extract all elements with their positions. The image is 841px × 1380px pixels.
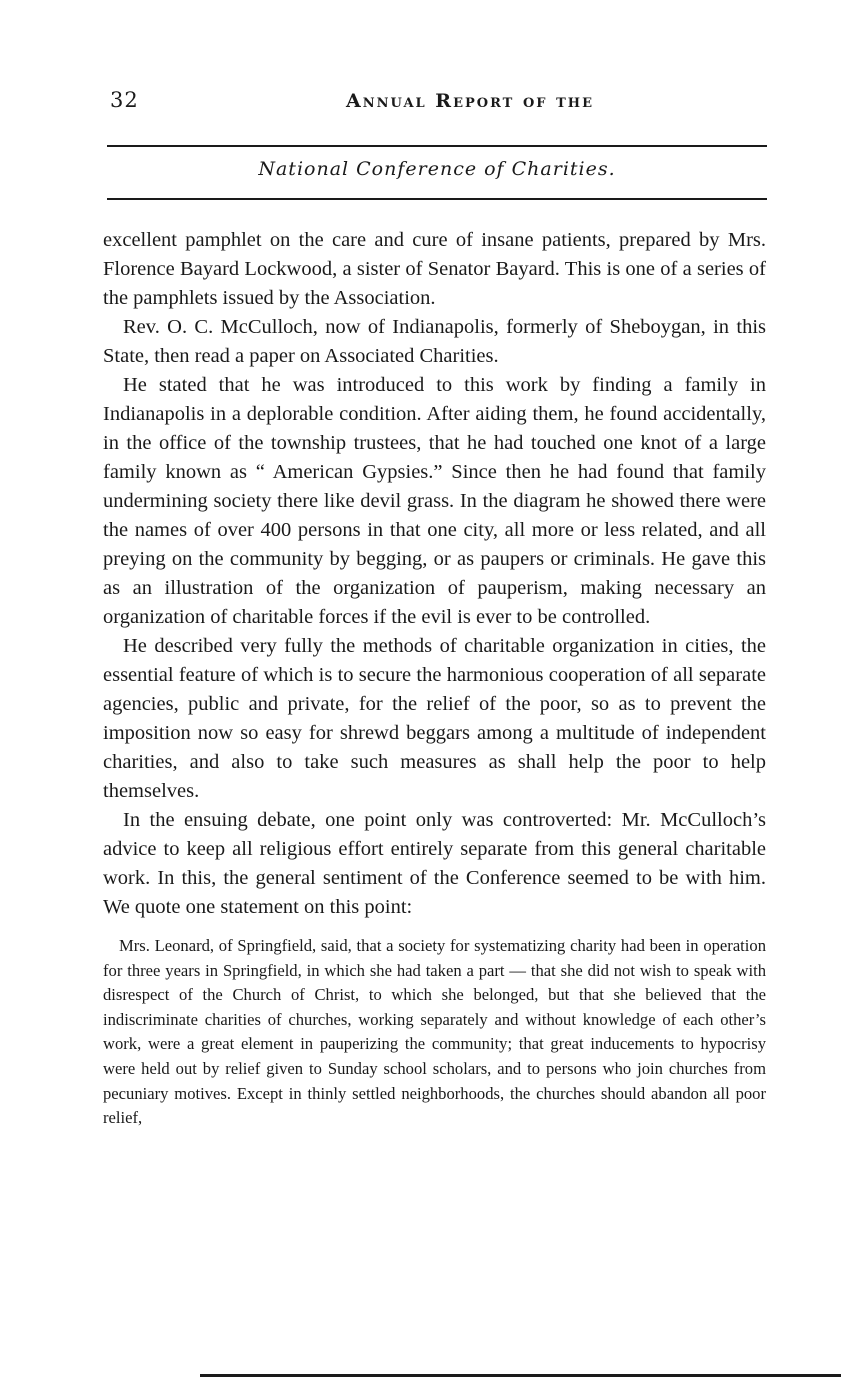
subhead-title: National Conference of Charities. (258, 158, 616, 180)
block-quote: Mrs. Leonard, of Springfield, said, that a society for systematizing charity had been in operation for three years in Springfield, in which she had taken a part — that she did not wish to speak with disrespect of the Church of Christ, to which she belonged, but that she believed that the indiscriminate charities of churches, working separately and without knowledge of each other’s work, were a great element in pauperizing the community; that great inducements to hypocrisy were held out by relief given to Sunday school scholars, and to persons who join churches from pecuniary motives. Except in thinly settled neighborhoods, the churches should abandon all poor relief, (103, 936, 766, 1128)
paragraph-family-discovery: He stated that he was introduced to this work by finding a family in Indianapolis in a deplorable condition. After aiding them, he found accidentally, in the office of the township trustees, that he had touched one knot of a large family known as “ American Gypsies.” Since then he had found that family undermining society there like devil grass. In the diagram he showed there were the names of over 400 persons in that one city, all more or less related, and all preying on the community by begging, or as paupers or criminals. He gave this as an illustration of the organization of pauperism, making necessary an organization of charitable forces if the evil is ever to be controlled. (103, 374, 766, 628)
page-number: 32 (110, 88, 139, 112)
paragraph-mcculloch-intro: Rev. O. C. McCulloch, now of Indianapolis, formerly of Sheboygan, in this State, then read a paper on Associated Charities. (103, 316, 766, 367)
body-text (103, 226, 766, 1131)
header-rule-bottom (107, 198, 767, 200)
running-head: Annual Report of the (346, 90, 594, 112)
header-rule-top (107, 145, 767, 147)
paragraph-continuation: excellent pamphlet on the care and cure of insane patients, prepared by Mrs. Florence Bayard Lockwood, a sister of Senator Bayard. This is one of a series of the pamphlets issued by the Association. (103, 229, 766, 309)
paragraph-methods: He described very fully the methods of charitable organization in cities, the essential feature of which is to secure the harmonious cooperation of all separate agencies, public and private, for the relief of the poor, so as to prevent the imposition now so easy for shrewd beggars among a multitude of independent charities, and also to take such measures as shall help the poor to help themselves. (103, 635, 766, 802)
paragraph-debate: In the ensuing debate, one point only was controverted: Mr. McCulloch’s advice to keep all religious effort entirely separate from this general charitable work. In this, the general sentiment of the Conference seemed to be with him. We quote one statement on this point: (103, 809, 766, 918)
page-bottom-rule (200, 1374, 841, 1377)
